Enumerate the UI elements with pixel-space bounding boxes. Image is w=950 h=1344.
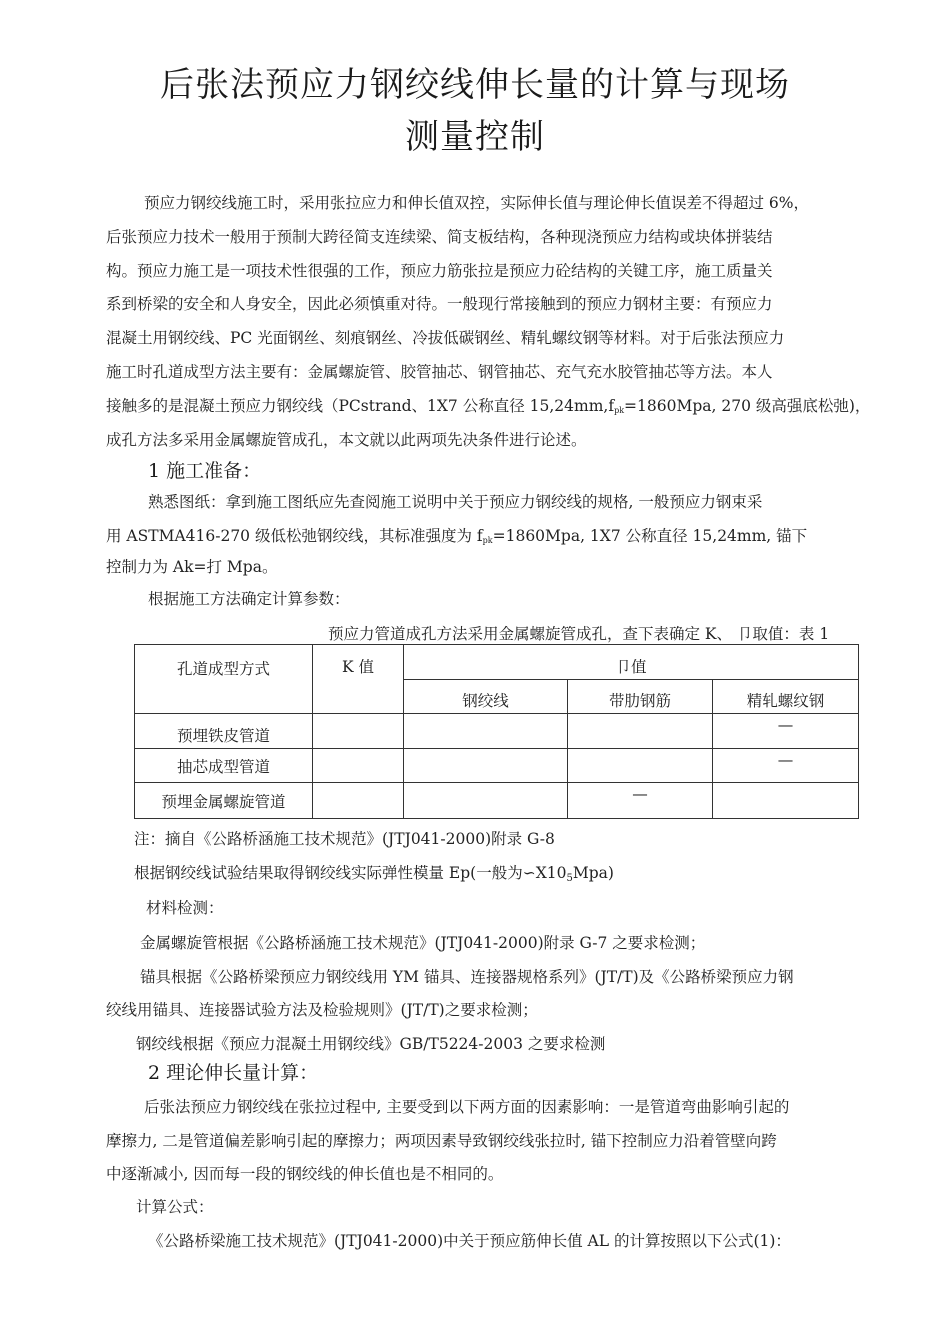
intro-line-5: 混凝土用钢绞线、PC 光面钢丝、刻痕钢丝、冷拔低碳钢丝、精轧螺纹钢等材料。对于后张法预应力 [106, 329, 785, 347]
material-line-2a: 锚具根据《公路桥梁预应力钢绞线用 YM 锚具、连接器规格系列》(JT/T)及《公路桥梁预应力钢 [140, 968, 794, 986]
document-title-line-1: 后张法预应力钢绞线伸长量的计算与现场 [160, 65, 790, 105]
intro-line-1: 预应力钢绞线施工时，采用张拉应力和伸长值双控，实际伸长值与理论伸长值误差不得超过 6%， [144, 194, 810, 212]
material-title: 材料检测： [146, 899, 224, 917]
intro-line-7 [106, 396, 870, 421]
material-line-1: 金属螺旋管根据《公路桥涵施工技术规范》(JTJ041-2000)附录 G-7 之要求检测； [140, 934, 706, 952]
row-thread: — [713, 714, 859, 749]
theory-line-2: 摩擦力, 二是管道偏差影响引起的摩擦力；两项因素导致钢绞线张拉时, 锚下控制应力沿着管壁向跨 [106, 1132, 777, 1150]
table-row [135, 783, 859, 819]
prep-line-4: 根据施工方法确定计算参数： [148, 590, 350, 608]
modulus-line [134, 863, 614, 889]
intro-line-3: 构。预应力施工是一项技术性很强的工作，预应力筋张拉是预应力砼结构的关键工序，施工质量关 [106, 262, 773, 280]
intro-line-7-b: =1860Mpa, 270 级高强底松弛)， [624, 397, 871, 415]
prep-line-2 [106, 526, 807, 551]
prep-line-3: 控制力为 Ak=打 Mpa。 [106, 558, 278, 576]
intro-line-4: 系到桥梁的安全和人身安全，因此必须慎重对待。一般现行常接触到的预应力钢材主要：有预应力 [106, 295, 773, 313]
section-2-heading: 2 理论伸长量计算： [148, 1062, 319, 1084]
modulus-line-a: 根据钢绞线试验结果取得钢绞线实际弹性模量 Ep(一般为∽X10 [134, 864, 567, 882]
row-ribbed: — [568, 783, 713, 819]
row-strand [404, 749, 568, 783]
header-mu: 卩值 [404, 645, 859, 680]
header-strand: 钢绞线 [404, 680, 568, 714]
row-thread: — [713, 749, 859, 783]
row-thread [713, 783, 859, 819]
intro-line-2: 后张预应力技术一般用于预制大跨径简支连续梁、简支板结构，各种现浇预应力结构或块体拼装结 [106, 228, 773, 246]
modulus-line-b: Mpa) [572, 864, 614, 882]
table-caption: 预应力管道成孔方法采用金属螺旋管成孔，查下表确定 K、 卩取值：表 1 [328, 625, 830, 643]
row-k [313, 714, 404, 749]
prep-line-2-sub: pk [482, 536, 493, 545]
prep-line-2-a: 用 ASTMA416-270 级低松弛钢绞线，其标准强度为 f [106, 527, 483, 545]
row-k [313, 783, 404, 819]
modulus-line-sub: 5 [566, 873, 573, 884]
table-note: 注：摘自《公路桥涵施工技术规范》(JTJ041-2000)附录 G-8 [134, 830, 555, 848]
prep-line-2-b: =1860Mpa, 1X7 公称直径 15,24mm, 锚下 [492, 527, 808, 545]
prep-line-1: 熟悉图纸：拿到施工图纸应先查阅施工说明中关于预应力钢绞线的规格, 一般预应力钢束采 [148, 493, 763, 511]
header-method: 孔道成型方式 [135, 645, 313, 714]
row-ribbed [568, 749, 713, 783]
intro-line-8: 成孔方法多采用金属螺旋管成孔，本文就以此两项先决条件进行论述。 [106, 431, 587, 449]
document-title-line-2: 测量控制 [405, 117, 545, 157]
row-strand [404, 714, 568, 749]
theory-line-3: 中逐渐减小, 因而每一段的钢绞线的伸长值也是不相同的。 [106, 1165, 504, 1183]
material-line-2b: 绞线用锚具、连接器试验方法及检验规则》(JT/T)之要求检测； [106, 1001, 538, 1019]
row-strand [404, 783, 568, 819]
intro-line-7-a: 接触多的是混凝土预应力钢绞线（PCstrand、1X7 公称直径 15,24mm,f [106, 397, 615, 415]
section-1-heading: 1 施工准备： [148, 460, 262, 482]
header-thread: 精轧螺纹钢 [713, 680, 859, 714]
theory-line-1: 后张法预应力钢绞线在张拉过程中, 主要受到以下两方面的因素影响：一是管道弯曲影响引起的 [144, 1098, 790, 1116]
table-row [135, 714, 859, 749]
formula-line-1: 《公路桥梁施工技术规范》(JTJ041-2000)中关于预应筋伸长值 AL 的计算按照以下公式(1)： [148, 1232, 791, 1250]
row-k [313, 749, 404, 783]
intro-line-7-sub: pk [614, 406, 625, 415]
row-method: 抽芯成型管道 [135, 749, 313, 783]
row-method: 预埋金属螺旋管道 [135, 783, 313, 819]
row-method: 预埋铁皮管道 [135, 714, 313, 749]
formula-title: 计算公式： [136, 1198, 214, 1216]
row-ribbed [568, 714, 713, 749]
header-k: K 值 [313, 645, 404, 714]
parameter-table [134, 644, 859, 819]
intro-line-6: 施工时孔道成型方法主要有：金属螺旋管、胶管抽芯、钢管抽芯、充气充水胶管抽芯等方法。本人 [106, 363, 773, 381]
material-line-3: 钢绞线根据《预应力混凝土用钢绞线》GB/T5224-2003 之要求检测 [136, 1035, 606, 1053]
header-ribbed: 带肋钢筋 [568, 680, 713, 714]
table-row [135, 749, 859, 783]
